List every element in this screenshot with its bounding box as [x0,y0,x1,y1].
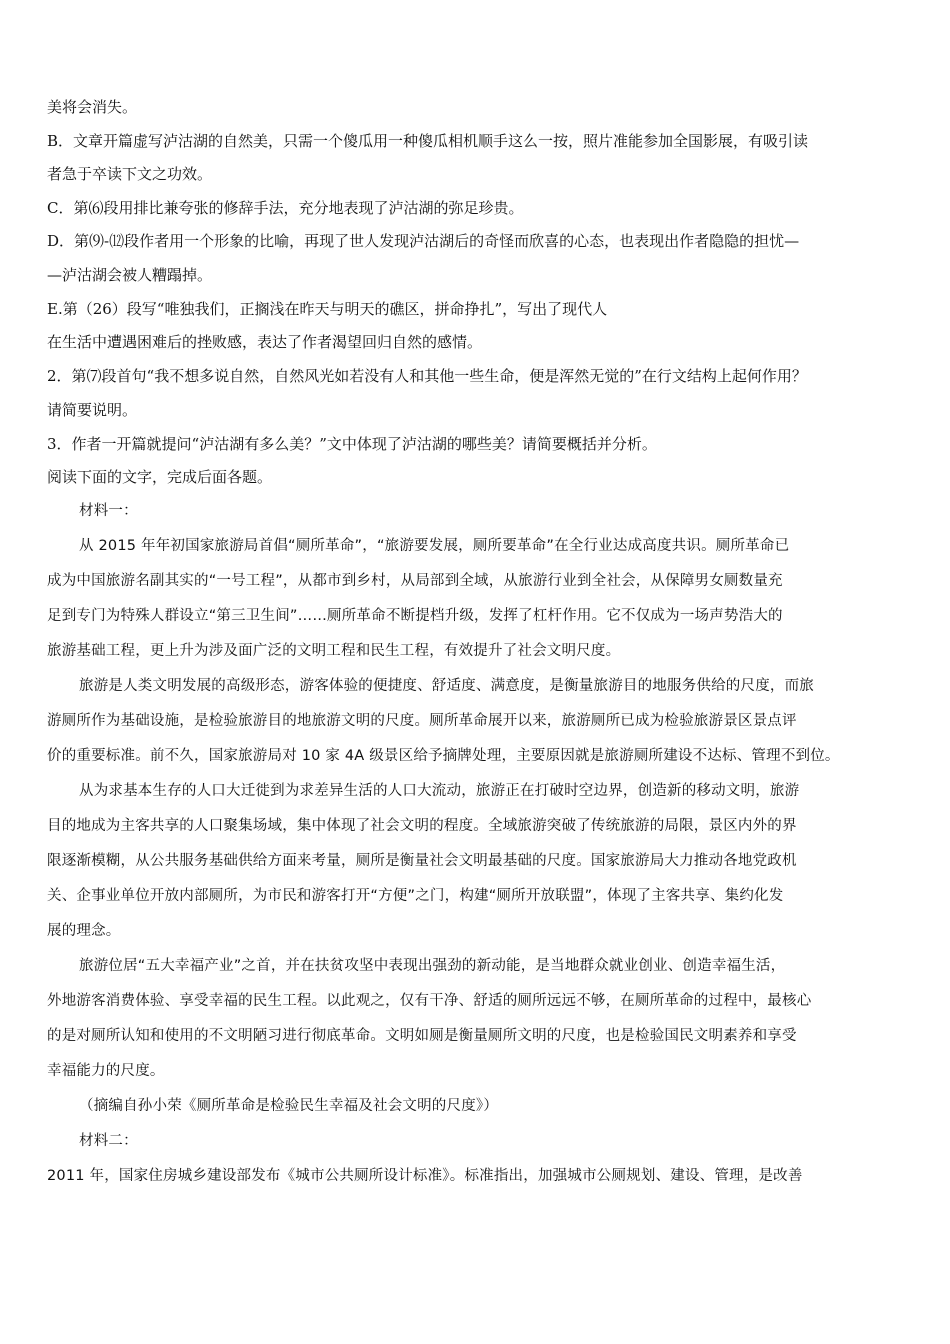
option-d-line-1: D．第⑼-⑿段作者用一个形象的比喻，再现了世人发现泸沽湖后的奇怪而欣喜的心态，也表现出作者隐隐的担忧— [47,232,800,250]
paragraph-line: 成为中国旅游名副其实的“一号工程”，从都市到乡村，从局部到全域，从旅游行业到全社会，从保障男女厕数量充 [47,573,783,589]
exam-page [47,96,907,1200]
material-one-heading: 材料一： [79,503,138,519]
option-c: C．第⑹段用排比兼夸张的修辞手法，充分地表现了泸沽湖的弥足珍贵。 [47,199,524,217]
paragraph-line: 幸福能力的尺度。 [47,1063,165,1079]
option-b-line-2: 者急于卒读下文之功效。 [47,165,213,183]
option-e-line-2: 在生活中遭遇困难后的挫败感，表达了作者渴望回归自然的感情。 [47,333,483,351]
paragraph-line: 价的重要标准。前不久，国家旅游局对 10 家 4A 级景区给予摘牌处理，主要原因就是旅游厕所建设不达标、管理不到位。 [47,748,840,764]
material-one-paragraph-3 [47,780,907,942]
paragraph-line: 从为求基本生存的人口大迁徙到为求差异生活的人口大流动，旅游正在打破时空边界，创造新的移动文明，旅游 [79,783,800,799]
option-e-line-1: E.第（26）段写“唯独我们，正搁浅在昨天与明天的礁区，拼命挣扎”，写出了现代人 [47,300,608,318]
material-two-heading: 材料二： [79,1133,138,1149]
paragraph-line: 目的地成为主客共享的人口聚集场域，集中体现了社会文明的程度。全域旅游突破了传统旅游的局限，景区内外的界 [47,818,797,834]
paragraph-line: 限逐渐模糊，从公共服务基础供给方面来考量，厕所是衡量社会文明最基础的尺度。国家旅游局大力推动各地党政机 [47,853,797,869]
question-2-line-2: 请简要说明。 [47,401,138,419]
paragraph-line: 足到专门为特殊人群设立“第三卫生间”……厕所革命不断提档升级，发挥了杠杆作用。它不仅成为一场声势浩大的 [47,608,783,624]
paragraph-line: 旅游位居“五大幸福产业”之首，并在扶贫攻坚中表现出强劲的新动能，是当地群众就业创业、创造幸福生活， [79,958,786,974]
material-two-first-line: 2011 年，国家住房城乡建设部发布《城市公共厕所设计标准》。标准指出，加强城市公厕规划、建设、管理，是改善 [47,1168,803,1184]
questions-section [47,365,907,488]
material-one-paragraph-2 [47,675,907,767]
paragraph-line: 展的理念。 [47,923,121,939]
paragraph-line: 旅游是人类文明发展的高级形态，游客体验的便捷度、舒适度、满意度，是衡量旅游目的地服务供给的尺度，而旅 [79,678,814,694]
paragraph-line: 从 2015 年年初国家旅游局首倡“厕所革命”，“旅游要发展，厕所要革命”在全行业达成高度共识。厕所革命已 [79,538,790,554]
material-one-paragraph-1 [47,535,907,662]
material-one [47,500,907,1117]
previous-option-tail: 美将会消失。 [47,98,138,116]
material-one-paragraph-4 [47,955,907,1082]
paragraph-line: 的是对厕所认知和使用的不文明陋习进行彻底革命。文明如厕是衡量厕所文明的尺度，也是检验国民文明素养和享受 [47,1028,797,1044]
question-2-line-1: 2．第⑺段首句“我不想多说自然，自然风光如若没有人和其他一些生命，便是浑然无觉的”在行文结构上起何作用？ [47,367,807,385]
material-two [47,1130,907,1187]
options-section [47,96,907,353]
reading-intro: 阅读下面的文字，完成后面各题。 [47,468,273,486]
paragraph-line: 外地游客消费体验、享受幸福的民生工程。以此观之，仅有干净、舒适的厕所远远不够，在厕所革命的过程中，最核心 [47,993,812,1009]
option-e [47,298,907,353]
paragraph-line: 关、企事业单位开放内部厕所，为市民和游客打开“方便”之门，构建“厕所开放联盟”，体现了主客共享、集约化发 [47,888,784,904]
option-b-line-1: B．文章开篇虚写泸沽湖的自然美，只需一个傻瓜用一种傻瓜相机顺手这么一按，照片准能参加全国影展，有吸引读 [47,132,809,150]
paragraph-line: 旅游基础工程，更上升为涉及面广泛的文明工程和民生工程，有效提升了社会文明尺度。 [47,643,621,659]
question-3: 3．作者一开篇就提问“泸沽湖有多么美？”文中体现了泸沽湖的哪些美？请简要概括并分析。 [47,435,657,453]
option-b [47,130,907,185]
material-one-source: （摘编自孙小荣《厕所革命是检验民生幸福及社会文明的尺度》） [79,1098,499,1114]
option-d [47,230,907,286]
paragraph-line: 游厕所作为基础设施，是检验旅游目的地旅游文明的尺度。厕所革命展开以来，旅游厕所已成为检验旅游景区景点评 [47,713,797,729]
option-d-line-2: —泸沽湖会被人糟蹋掉。 [47,266,213,284]
